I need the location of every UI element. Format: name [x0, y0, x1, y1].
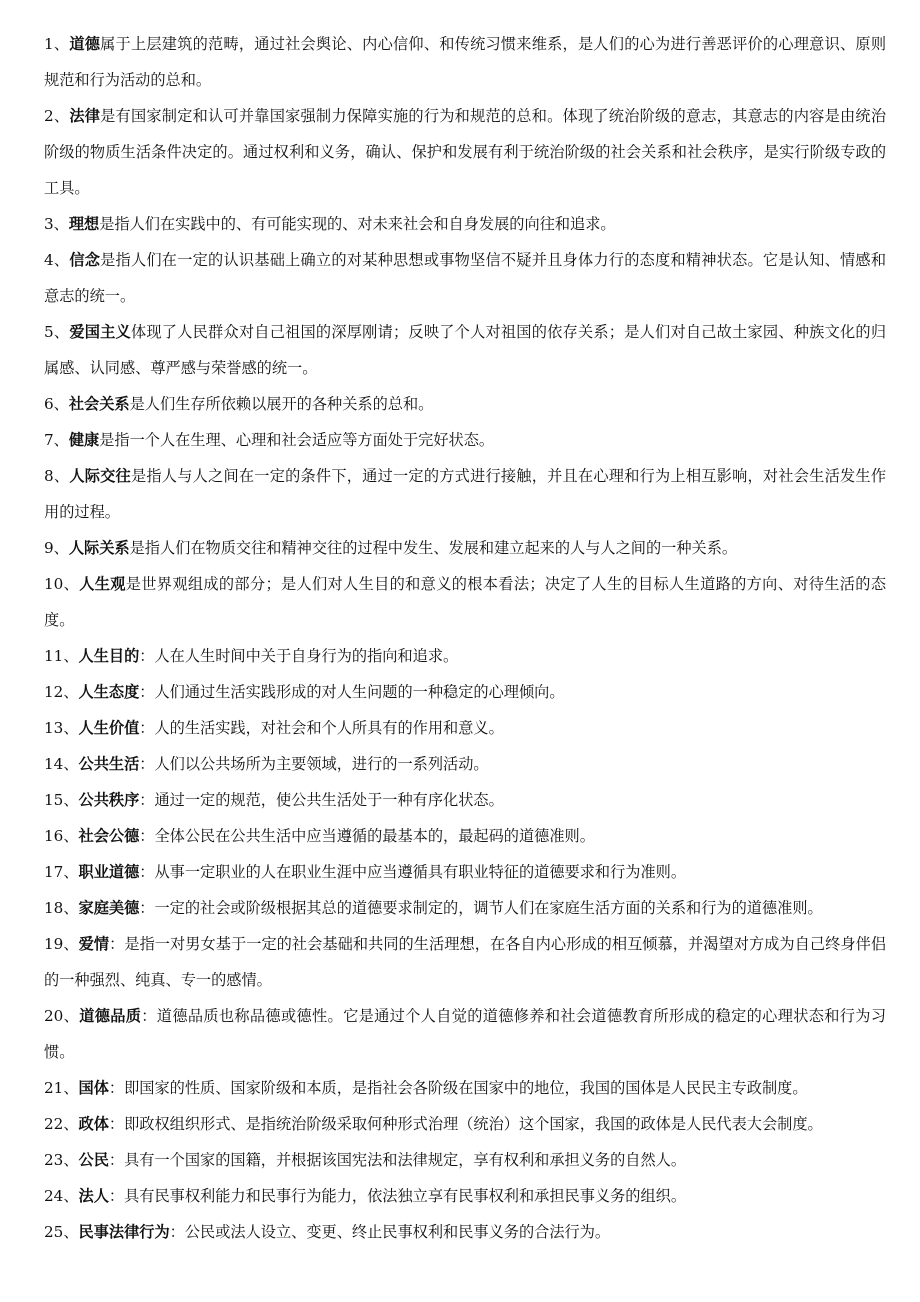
entry-number: 23、: [44, 1151, 79, 1169]
entry-term: 人生价值: [78, 719, 140, 737]
entry-25: [44, 1214, 886, 1250]
entry-term: 政体: [78, 1115, 109, 1133]
entry-11: [44, 638, 886, 674]
entry-term: 健康: [68, 431, 100, 449]
entry-16: [44, 818, 886, 854]
entry-definition: ：具有一个国家的国籍，并根据该国宪法和法律规定，享有权利和承担义务的自然人。: [108, 1151, 687, 1169]
document-page: [44, 26, 886, 1250]
entry-term: 爱情: [78, 935, 110, 953]
entry-9: [44, 530, 886, 566]
entry-term: 信念: [69, 251, 101, 269]
entry-definition: ：人的生活实践，对社会和个人所具有的作用和意义。: [139, 719, 504, 737]
entry-term: 家庭美德: [78, 899, 140, 917]
entry-21: [44, 1070, 886, 1106]
entry-number: 15、: [44, 791, 79, 809]
entry-number: 17、: [44, 863, 79, 881]
entry-definition: ：是指一对男女基于一定的社会基础和共同的生活理想，在各自内心形成的相互倾慕，并渴望对方成为自己终身伴侣的一种强烈、纯真、专一的感情。: [44, 935, 887, 989]
entry-definition: ：人在人生时间中关于自身行为的指向和追求。: [139, 647, 459, 665]
entry-definition: ：从事一定职业的人在职业生涯中应当遵循具有职业特征的道德要求和行为准则。: [139, 863, 687, 881]
entry-number: 14、: [44, 755, 79, 773]
entry-term: 民事法律行为: [78, 1223, 170, 1241]
entry-term: 人生观: [79, 575, 126, 593]
entry-definition: 体现了人民群众对自己祖国的深厚刚请；反映了个人对祖国的依存关系；是人们对自己故土家园、种族文化的归属感、认同感、尊严感与荣誉感的统一。: [44, 323, 887, 377]
entry-number: 10、: [44, 575, 80, 593]
entry-definition: 属于上层建筑的范畴，通过社会舆论、内心信仰、和传统习惯来维系，是人们的心为进行善恶评价的心理意识、原则规范和行为活动的总和。: [44, 35, 887, 89]
entry-definition: ：全体公民在公共生活中应当遵循的最基本的，最起码的道德准则。: [139, 827, 595, 845]
entry-17: [44, 854, 886, 890]
entry-number: 2、: [44, 107, 70, 125]
entry-definition: 是世界观组成的部分；是人们对人生目的和意义的根本看法；决定了人生的目标人生道路的方向、对待生活的态度。: [44, 575, 887, 629]
entry-20: [44, 998, 886, 1070]
entry-4: [44, 242, 886, 314]
entry-number: 19、: [44, 935, 79, 953]
entry-term: 理想: [68, 215, 100, 233]
entry-term: 爱国主义: [69, 323, 131, 341]
entry-term: 道德品质: [79, 1007, 142, 1025]
entry-term: 公共秩序: [78, 791, 140, 809]
entry-term: 法律: [69, 107, 101, 125]
entry-definition: ：通过一定的规范，使公共生活处于一种有序化状态。: [139, 791, 504, 809]
entry-number: 9、: [44, 539, 69, 557]
entry-number: 8、: [44, 467, 70, 485]
entry-3: [44, 206, 886, 242]
entry-definition: ：具有民事权利能力和民事行为能力，依法独立享有民事权利和承担民事义务的组织。: [108, 1187, 687, 1205]
entry-term: 社会公德: [78, 827, 140, 845]
entry-definition: ：即政权组织形式、是指统治阶级采取何种形式治理（统治）这个国家，我国的政体是人民代表大会制度。: [108, 1115, 823, 1133]
entry-number: 11、: [44, 647, 79, 665]
entry-number: 21、: [44, 1079, 79, 1097]
entry-term: 人生态度: [78, 683, 140, 701]
entry-number: 1、: [44, 35, 70, 53]
entry-definition: 是指人们在实践中的、有可能实现的、对未来社会和自身发展的向往和追求。: [99, 215, 616, 233]
entry-number: 7、: [44, 431, 69, 449]
entry-term: 职业道德: [78, 863, 140, 881]
entry-12: [44, 674, 886, 710]
entry-number: 16、: [44, 827, 79, 845]
entry-definition: 是有国家制定和认可并靠国家强制力保障实施的行为和规范的总和。体现了统治阶级的意志，其意志的内容是由统治阶级的物质生活条件决定的。通过权利和义务，确认、保护和发展有利于统治阶级的社会关系和社会秩序，是实行阶级专政的工具。: [44, 107, 887, 197]
entry-13: [44, 710, 886, 746]
entry-number: 25、: [44, 1223, 79, 1241]
entry-term: 公民: [78, 1151, 109, 1169]
entry-term: 社会关系: [68, 395, 130, 413]
entry-term: 人际交往: [69, 467, 131, 485]
entry-2: [44, 98, 886, 206]
entry-definition: ：即国家的性质、国家阶级和本质，是指社会各阶级在国家中的地位，我国的国体是人民民主专政制度。: [108, 1079, 808, 1097]
entry-22: [44, 1106, 886, 1142]
entry-5: [44, 314, 886, 386]
entry-definition: 是指人们在一定的认识基础上确立的对某种思想或事物坚信不疑并且身体力行的态度和精神状态。它是认知、情感和意志的统一。: [44, 251, 887, 305]
entry-24: [44, 1178, 886, 1214]
entry-definition: 是指人们在物质交往和精神交往的过程中发生、发展和建立起来的人与人之间的一种关系。: [129, 539, 738, 557]
entry-definition: ：一定的社会或阶级根据其总的道德要求制定的，调节人们在家庭生活方面的关系和行为的道德准则。: [139, 899, 823, 917]
entry-number: 20、: [44, 1007, 80, 1025]
entry-18: [44, 890, 886, 926]
entry-10: [44, 566, 886, 638]
entry-definition: ：道德品质也称品德或德性。它是通过个人自觉的道德修养和社会道德教育所形成的稳定的心理状态和行为习惯。: [44, 1007, 887, 1061]
entry-number: 22、: [44, 1115, 79, 1133]
entry-definition: ：人们通过生活实践形成的对人生问题的一种稳定的心理倾向。: [139, 683, 565, 701]
entry-14: [44, 746, 886, 782]
entry-15: [44, 782, 886, 818]
entry-1: [44, 26, 886, 98]
entry-definition: ：人们以公共场所为主要领域，进行的一系列活动。: [139, 755, 489, 773]
entry-7: [44, 422, 886, 458]
entry-number: 4、: [44, 251, 70, 269]
entry-number: 18、: [44, 899, 79, 917]
entry-term: 国体: [78, 1079, 109, 1097]
entry-definition: 是人们生存所依赖以展开的各种关系的总和。: [129, 395, 434, 413]
entry-term: 法人: [78, 1187, 109, 1205]
entry-definition: 是指人与人之间在一定的条件下，通过一定的方式进行接触，并且在心理和行为上相互影响，对社会生活发生作用的过程。: [44, 467, 887, 521]
entry-23: [44, 1142, 886, 1178]
entry-19: [44, 926, 886, 998]
entry-8: [44, 458, 886, 530]
entry-number: 6、: [44, 395, 69, 413]
entry-term: 道德: [69, 35, 101, 53]
entry-number: 24、: [44, 1187, 79, 1205]
entry-term: 人际关系: [68, 539, 130, 557]
entry-number: 3、: [44, 215, 69, 233]
entry-definition: ：公民或法人设立、变更、终止民事权利和民事义务的合法行为。: [169, 1223, 611, 1241]
entry-term: 人生目的: [78, 647, 140, 665]
entry-term: 公共生活: [78, 755, 140, 773]
entry-definition: 是指一个人在生理、心理和社会适应等方面处于完好状态。: [99, 431, 495, 449]
entry-6: [44, 386, 886, 422]
entry-number: 5、: [44, 323, 70, 341]
entry-number: 12、: [44, 683, 79, 701]
entry-number: 13、: [44, 719, 79, 737]
